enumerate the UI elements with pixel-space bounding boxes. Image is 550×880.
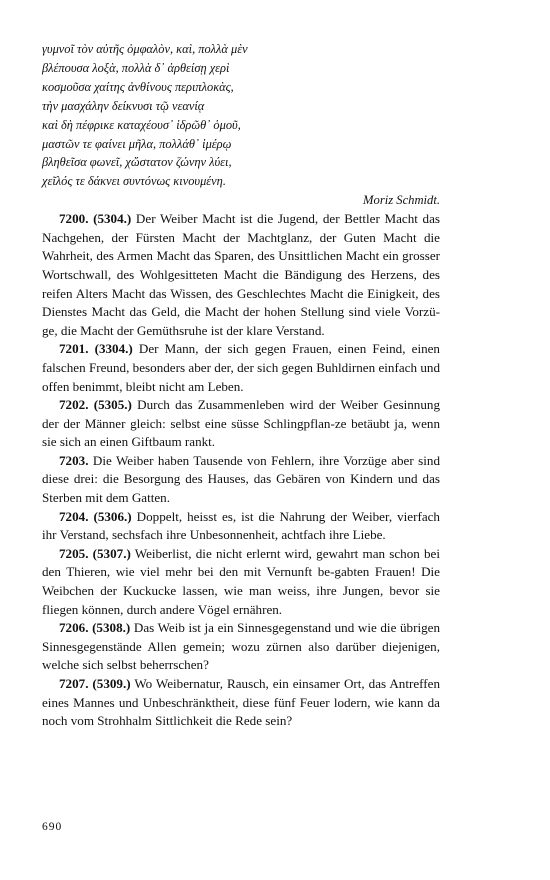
greek-line: μαστῶν τε φαίνει μῆλα, πολλάθ᾽ ἱμέρῳ bbox=[42, 136, 232, 151]
entry-number: 7204. (5306.) bbox=[59, 508, 132, 524]
entry-number: 7205. (5307.) bbox=[59, 545, 131, 561]
entry-text: Der Mann, der sich gegen Frauen, einen Feind, einen falschen Freund, besonders aber der, der sich gegen Buhldirnen einfach und offen benimmt, bleibt nicht am Leben. bbox=[42, 341, 440, 394]
greek-line: γυμνοῖ τὸν αὐτῆς ὀμφαλὸν, καὶ, πολλὰ μὲν bbox=[42, 42, 248, 56]
entry-number: 7203. bbox=[59, 452, 89, 468]
entry-text: Das Weib ist ja ein Sinnesgegenstand und wie die übrigen Sinnesgegenstände Allen gemein; wozu zürnen also darüber diejenigen, welche sich selbst beherrschen? bbox=[42, 620, 440, 673]
entries-list bbox=[42, 210, 440, 731]
entry-7203 bbox=[42, 452, 440, 508]
greek-verse bbox=[42, 40, 440, 191]
entry-7202 bbox=[42, 396, 440, 452]
entry-number: 7201. (3304.) bbox=[59, 341, 133, 357]
greek-line: βληθεῖσα φωνεῖ, χὤστατον ζώνην λύει, bbox=[42, 155, 232, 170]
entry-number: 7200. (5304.) bbox=[59, 211, 132, 227]
page-body bbox=[42, 40, 440, 731]
page-number: 690 bbox=[42, 821, 63, 833]
entry-text: Weiberlist, die nicht erlernt wird, gewahrt man schon bei den Thieren, wie viel mehr bei den mit Vernunft be-gabten Frauen! Die Weibchen der Kuckucke lassen, wie man weiss, ihre Jungen, bevor sie fliegen können, durch andere Vögel ernähren. bbox=[42, 545, 440, 617]
greek-line: χεῖλός τε δάκνει συντόνως κινουμένη. bbox=[42, 174, 226, 189]
entry-7201 bbox=[42, 340, 440, 396]
entry-7205 bbox=[42, 545, 440, 619]
entry-number: 7206. (5308.) bbox=[59, 620, 131, 636]
entry-text: Wo Weibernatur, Rausch, ein einsamer Ort, das Antreffen eines Mannes und Unbeschränktheit, diese fünf Feuer lodern, wie kann da noch vom Strohhalm Sittlichkeit die Rede sein? bbox=[42, 676, 440, 729]
entry-number: 7202. (5305.) bbox=[59, 397, 132, 413]
greek-line: καὶ δὴ πέφρικε καταχέουσ᾽ ἱδρῶθ᾽ ὁμοῦ, bbox=[42, 117, 241, 132]
entry-text: Die Weiber haben Tausende von Fehlern, ihre Vorzüge aber sind diese drei: die Besorgung des Hauses, das Gebären von Kindern und das Sterben mit dem Gatten. bbox=[42, 452, 440, 506]
entry-7206 bbox=[42, 619, 440, 675]
greek-line: τὴν μασχάλην δείκνυσι τῷ νεανίᾳ bbox=[42, 98, 205, 113]
greek-line: βλέπουσα λοξὰ, πολλὰ δ᾽ ἀρθείσῃ χερὶ bbox=[42, 60, 230, 75]
entry-7207 bbox=[42, 675, 440, 731]
entry-text: Durch das Zusammenleben wird der Weiber Gesinnung der der Männer gleich: selbst eine süsse Schlingpflan-ze betäubt ja, wenn sie sich an einen Giftbaum rankt. bbox=[42, 397, 440, 450]
entry-7200 bbox=[42, 210, 440, 340]
entry-text: Der Weiber Macht ist die Jugend, der Bettler Macht das Nachgehen, der Fürsten Macht der Machtglanz, der Guten Macht die Wahrheit, des Armen Macht das Sparen, des Unsittlichen Macht ein grosser Wortschwall, des Wohlgesitteten Macht die Bändigung des Herzens, des reifen Alters Macht das Wissen, des Geschlechtes Macht die Einigkeit, des Dienstes Macht das Geld, die Macht der hohen Stellung sind viele Vorzü-ge, die Macht der Gemüthsruhe ist der klare Verstand. bbox=[42, 211, 441, 338]
entry-text: Doppelt, heisst es, ist die Nahrung der Weiber, vierfach ihr Verstand, sechsfach ihre Unbesonnenheit, achtfach ihre Liebe. bbox=[42, 508, 440, 543]
greek-line: κοσμοῦσα χαίτης ἀνθίνους περιπλοκὰς, bbox=[42, 79, 234, 94]
entry-number: 7207. (5309.) bbox=[59, 676, 131, 691]
entry-7204 bbox=[42, 508, 440, 545]
author-attribution: Moriz Schmidt. bbox=[363, 193, 440, 208]
